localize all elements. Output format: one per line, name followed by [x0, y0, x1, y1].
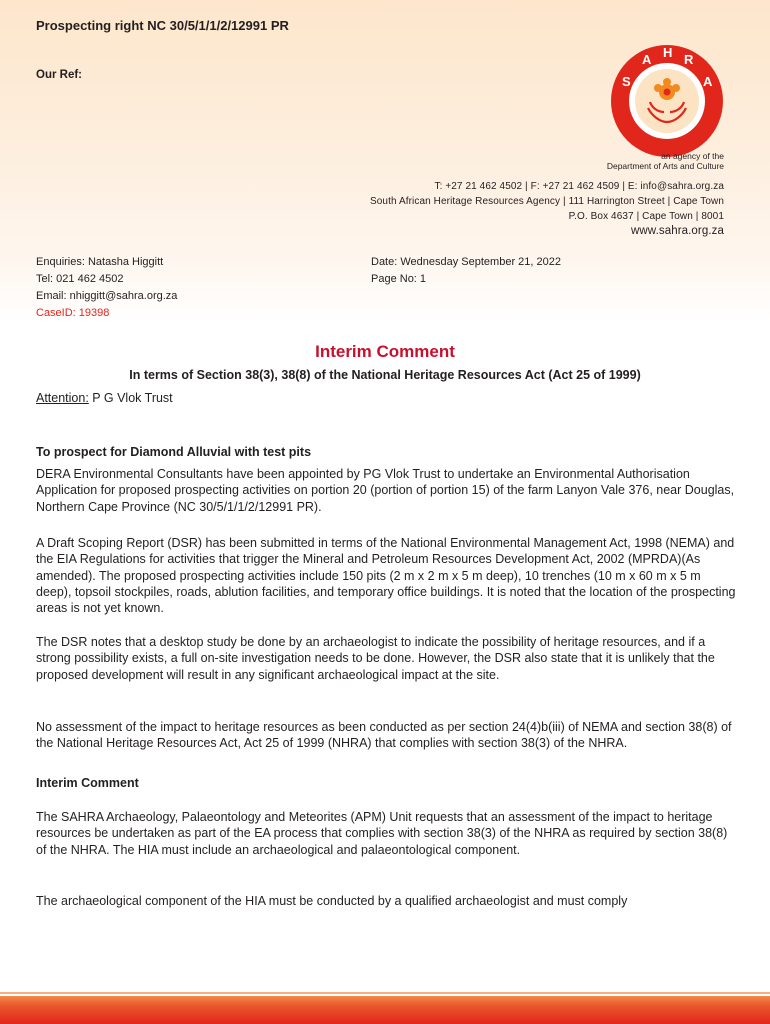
- letter-date: Date: Wednesday September 21, 2022: [371, 256, 561, 268]
- footer-rule: [0, 992, 770, 994]
- enquiries-tel: Tel: 021 462 4502: [36, 273, 124, 285]
- attention-line: [36, 391, 173, 405]
- paragraph-1: DERA Environmental Consultants have been appointed by PG Vlok Trust to undertake an Environmental Authorisation Application for proposed prospecting activities on portion 20 (portion of portion 15) of the farm Lanyon Vale 376, near Douglas, Northern Cape Province (NC 30/5/1/1/2/12991 PR).: [36, 467, 735, 514]
- attention-value: P G Vlok Trust: [88, 391, 173, 405]
- enquiries-email: Email: nhiggitt@sahra.org.za: [36, 290, 178, 302]
- phone-fax-email: T: +27 21 462 4502 | F: +27 21 462 4509 | E: info@sahra.org.za: [434, 181, 724, 192]
- website-link[interactable]: www.sahra.org.za: [631, 225, 724, 237]
- case-id: CaseID: 19398: [36, 307, 110, 319]
- department-line: Department of Arts and Culture: [606, 161, 724, 171]
- paragraph-5: The SAHRA Archaeology, Palaeontology and Meteorites (APM) Unit requests that an assessment of the impact to heritage resources be undertaken as part of the EA process that complies with section 38(3) of the NHRA as required by section 38(8) of the NHRA. The HIA must include an archaeological and palaeontological component.: [36, 810, 728, 857]
- po-box-line: P.O. Box 4637 | Cape Town | 8001: [568, 211, 724, 222]
- svg-text:S: S: [622, 74, 631, 89]
- svg-text:A: A: [642, 52, 652, 67]
- agency-of-line: an agency of the: [661, 151, 724, 161]
- page-number: Page No: 1: [371, 273, 427, 285]
- enquiries-name: Enquiries: Natasha Higgitt: [36, 256, 164, 268]
- attention-label: Attention:: [36, 391, 89, 405]
- paragraph-3: The DSR notes that a desktop study be done by an archaeologist to indicate the possibility of heritage resources, and if a strong possibility exists, a full on-site investigation needs to be done. However, the DSR also state that it is unlikely that the proposed development will result in any significant archaeological impact at the site.: [36, 635, 715, 682]
- section-title-prospect: To prospect for Diamond Alluvial with test pits: [36, 445, 312, 459]
- svg-text:A: A: [703, 74, 713, 89]
- sahra-logo: [608, 42, 726, 160]
- paragraph-4: No assessment of the impact to heritage resources as been conducted as per section 24(4)b(iii) of NEMA and section 38(8) of the National Heritage Resources Act, Act 25 of 1999 (NHRA) that complies with section 38(3) of the NHRA.: [36, 720, 732, 751]
- address-line: South African Heritage Resources Agency | 111 Harrington Street | Cape Town: [370, 196, 724, 207]
- paragraph-2: A Draft Scoping Report (DSR) has been submitted in terms of the National Environmental Management Act, 1998 (NEMA) and the EIA Regulations for activities that trigger the Mineral and Petroleum Resources Development Act, 2002 (MPRDA)(As amended). The proposed prospecting activities include 150 pits (2 m x 2 m x 5 m deep), 10 trenches (10 m x 60 m x 5 m deep), topsoil stockpiles, roads, ablution facilities, and temporary office buildings. It is noted that the location of the prospecting areas is not yet known.: [36, 536, 736, 616]
- document-heading: Interim Comment: [315, 342, 455, 361]
- svg-text:H: H: [663, 45, 673, 60]
- svg-text:R: R: [684, 52, 694, 67]
- phone-contact-line: [434, 181, 724, 192]
- our-ref-label: Our Ref:: [36, 69, 82, 81]
- paragraph-6: The archaeological component of the HIA must be conducted by a qualified archaeologist and must comply: [36, 894, 628, 908]
- footer-band: [0, 996, 770, 1024]
- section-title-interim: Interim Comment: [36, 776, 139, 790]
- document-subheading: In terms of Section 38(3), 38(8) of the National Heritage Resources Act (Act 25 of 1999): [129, 368, 641, 382]
- prospecting-right-title: Prospecting right NC 30/5/1/1/2/12991 PR: [36, 18, 289, 33]
